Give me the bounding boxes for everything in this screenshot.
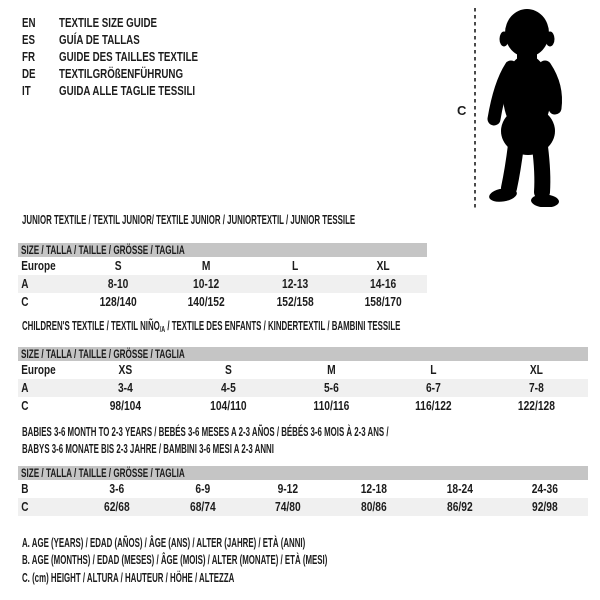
table-row <box>18 361 588 379</box>
row-label: A <box>21 277 29 291</box>
row-label: Europe <box>21 363 56 377</box>
cell-value: 122/128 <box>518 399 556 413</box>
height-measure-label: C <box>457 103 467 118</box>
size-header-bar: SIZE / TALLA / TAILLE / GRÖSSE / TAGLIA <box>18 347 588 361</box>
language-title: GUÍA DE TALLAS <box>59 32 140 47</box>
language-row-en <box>22 14 244 31</box>
cell-value: XL <box>530 363 544 377</box>
table-row <box>18 397 588 415</box>
babies-table-title-line1: BABIES 3-6 MONTH TO 2-3 YEARS / BEBÉS 3-6 MESES A 2-3 AÑOS / BÉBÉS 3-6 MOIS À 2-3 ANS / <box>22 425 389 439</box>
cell-value: XL <box>376 259 390 273</box>
table-row <box>18 257 427 275</box>
cell-value: 98/104 <box>109 399 142 413</box>
note-height-cm: C. (cm) HEIGHT / ALTURA / HAUTEUR / HÖHE / ALTEZZA <box>22 570 235 585</box>
baby-silhouette-icon <box>483 7 573 207</box>
babies-size-table <box>18 466 588 516</box>
language-row-fr <box>22 48 244 65</box>
row-label: A <box>21 381 29 395</box>
cell-value: 6-9 <box>195 482 210 496</box>
cell-value: 92/98 <box>532 500 559 514</box>
cell-value: 24-36 <box>532 482 559 496</box>
row-label: C <box>21 399 29 413</box>
cell-value: L <box>291 259 298 273</box>
cell-value: 5-6 <box>323 381 339 395</box>
children-table-title: CHILDREN'S TEXTILE / TEXTIL $NIÑO_{/A}$ / TEXTILE DES ENFANTS / KINDERTEXTIL / BAMBINI TESSILE <box>22 319 401 334</box>
row-label: Europe <box>21 259 56 273</box>
cell-value: 18-24 <box>446 482 473 496</box>
cell-value: 152/158 <box>276 295 314 309</box>
note-age-months: B. AGE (MONTHS) / EDAD (MESES) / ÂGE (MOIS) / ALTER (MONATE) / ETÀ (MESI) <box>22 553 328 568</box>
table-row <box>18 498 588 516</box>
cell-value: 140/152 <box>187 295 225 309</box>
cell-value: 68/74 <box>189 500 216 514</box>
cell-value: 116/122 <box>415 399 453 413</box>
language-title: GUIDE DES TAILLES TEXTILE <box>59 49 199 64</box>
language-title: TEXTILE SIZE GUIDE <box>59 15 158 30</box>
junior-table-title: JUNIOR TEXTILE / TEXTIL JUNIOR/ TEXTILE JUNIOR / JUNIORTEXTIL / JUNIOR TESSILE <box>22 213 356 227</box>
cell-value: 3-6 <box>109 482 125 496</box>
table-row <box>18 379 588 397</box>
language-code: EN <box>22 15 36 30</box>
cell-value: 158/170 <box>364 295 402 309</box>
cell-value: 80/86 <box>361 500 387 514</box>
language-title: GUIDA ALLE TAGLIE TESSILI <box>59 83 196 98</box>
language-code: IT <box>22 83 31 98</box>
row-label: B <box>21 482 29 496</box>
language-row-es <box>22 31 244 48</box>
babies-table-title-line2: BABYS 3-6 MONATE BIS 2-3 JAHRE / BAMBINI 3-6 MESI A 2-3 ANNI <box>22 442 274 456</box>
title-subscript: /A <box>159 324 166 334</box>
table-row <box>18 293 427 311</box>
cell-value: 110/116 <box>313 399 349 413</box>
language-row-de <box>22 65 244 82</box>
cell-value: 74/80 <box>275 500 301 514</box>
table-row <box>18 480 588 498</box>
table-row <box>18 275 427 293</box>
cell-value: 14-16 <box>369 277 396 291</box>
height-measure-dashed-line <box>474 8 476 208</box>
language-code: DE <box>22 66 36 81</box>
cell-value: 4-5 <box>220 381 236 395</box>
cell-value: 9-12 <box>277 482 299 496</box>
language-title: TEXTILGRÖßENFÜHRUNG <box>59 66 184 81</box>
size-header-bar: SIZE / TALLA / TAILLE / GRÖSSE / TAGLIA <box>18 466 588 480</box>
cell-value: 104/110 <box>209 399 247 413</box>
cell-value: XS <box>118 363 133 377</box>
cell-value: L <box>430 363 437 377</box>
cell-value: 62/68 <box>104 500 130 514</box>
cell-value: 3-4 <box>117 381 133 395</box>
cell-value: 8-10 <box>107 277 129 291</box>
size-header-bar: SIZE / TALLA / TAILLE / GRÖSSE / TAGLIA <box>18 243 427 257</box>
cell-value: 12-13 <box>281 277 308 291</box>
cell-value: M <box>202 259 211 273</box>
row-label: C <box>21 295 29 309</box>
cell-value: 12-18 <box>360 482 387 496</box>
language-title-list <box>22 14 244 99</box>
note-age-years: A. AGE (YEARS) / EDAD (AÑOS) / ÂGE (ANS) / ALTER (JAHRE) / ETÀ (ANNI) <box>22 536 306 550</box>
language-code: FR <box>22 49 36 64</box>
children-size-table <box>18 347 588 415</box>
cell-value: 10-12 <box>193 277 220 291</box>
cell-value: M <box>326 363 336 377</box>
cell-value: 6-7 <box>426 381 442 395</box>
language-code: ES <box>22 32 36 47</box>
cell-value: 86/92 <box>446 500 473 514</box>
cell-value: S <box>224 363 232 377</box>
junior-size-table <box>18 243 427 311</box>
row-label: C <box>21 500 29 514</box>
cell-value: 128/140 <box>99 295 137 309</box>
cell-value: 7-8 <box>529 381 544 395</box>
legend-notes <box>22 535 507 587</box>
cell-value: S <box>114 259 122 273</box>
language-row-it <box>22 82 244 99</box>
